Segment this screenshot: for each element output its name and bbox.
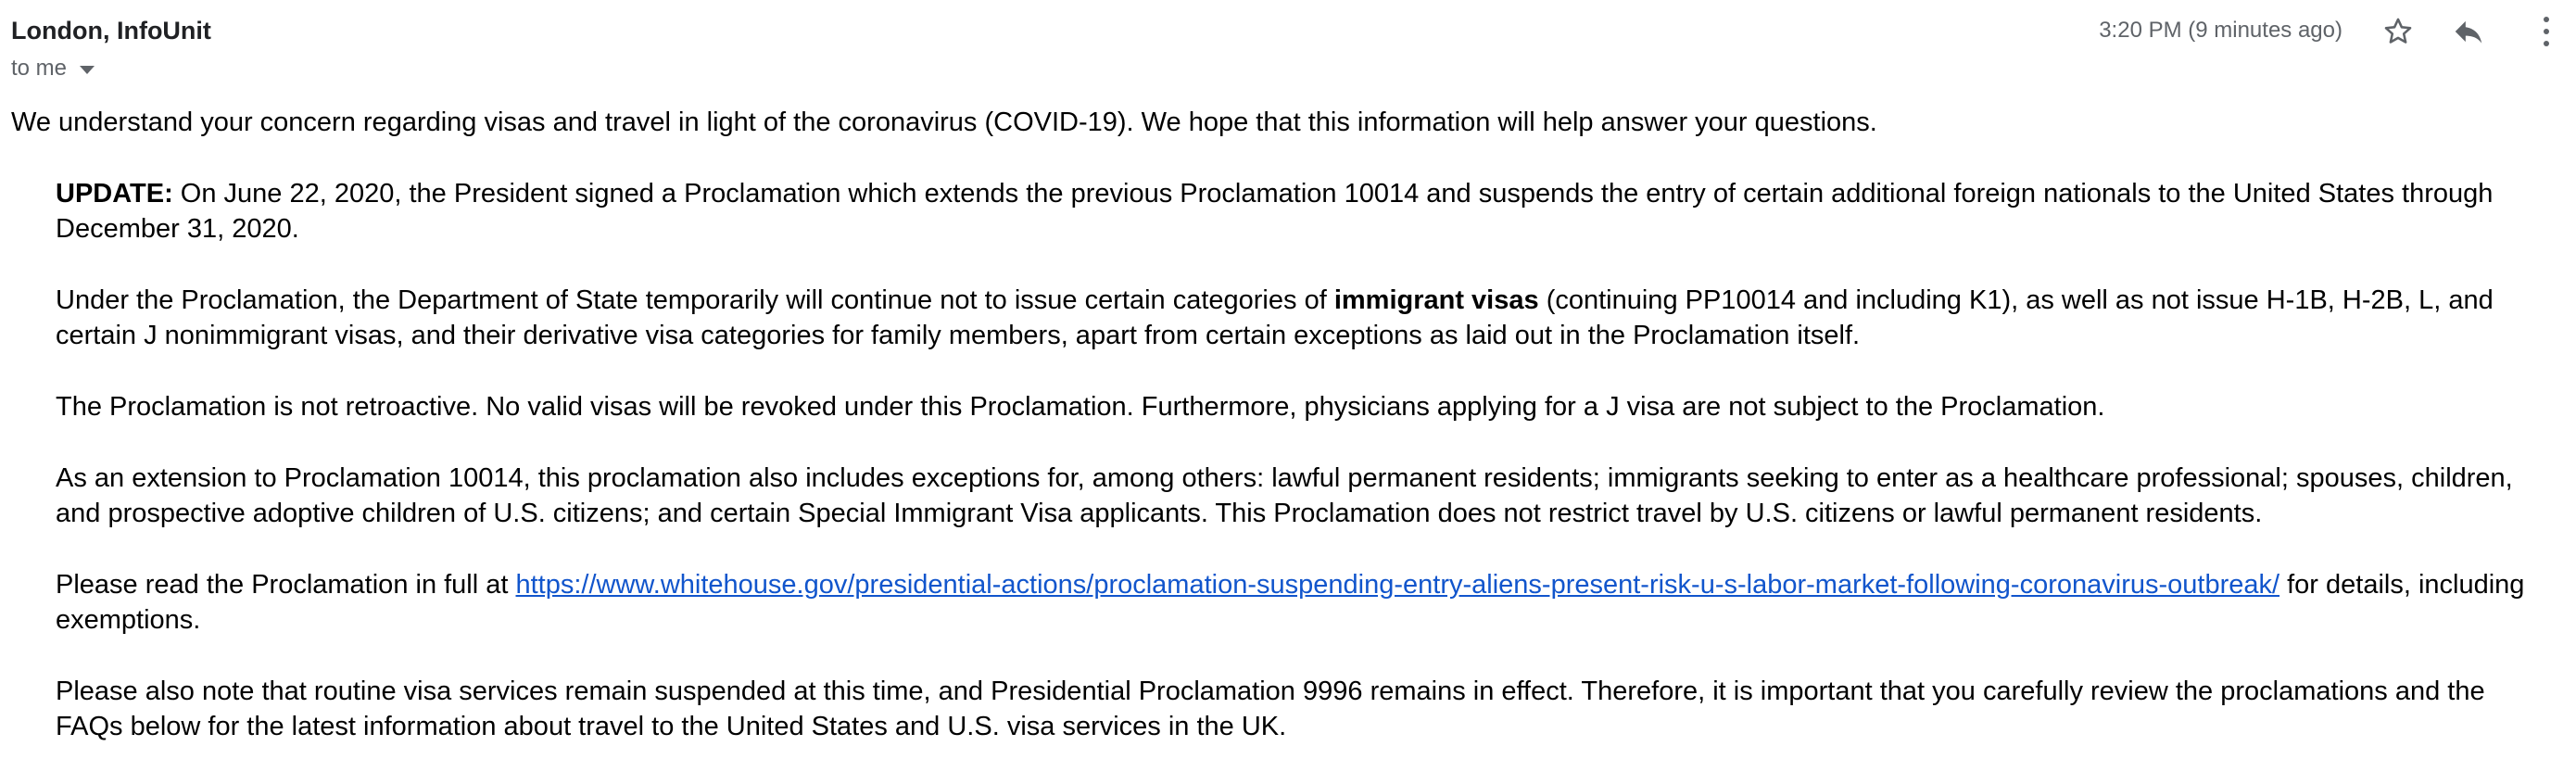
star-button[interactable] (2378, 11, 2418, 52)
reply-button[interactable] (2448, 11, 2489, 52)
categories-text-after: (continuing PP10014 and including K1), as well as not issue H-1B, H-2B, L, and certain J nonimmigrant visas, and their derivative visa categories for family members, apart from certain exceptions as laid out in the Proclamation itself. (56, 285, 2494, 350)
message-header (0, 0, 2576, 102)
more-options-button[interactable] (2526, 11, 2567, 52)
read-proclamation-paragraph (56, 567, 2550, 638)
message-timestamp: 3:20 PM (9 minutes ago) (2099, 18, 2342, 43)
read-text-after: for details, including exemptions. (56, 570, 2525, 635)
star-outline-icon (2382, 16, 2414, 47)
reply-icon (2451, 14, 2486, 49)
sender-name[interactable]: London, InfoUnit (11, 17, 211, 44)
update-label: UPDATE: (56, 179, 173, 209)
categories-text-before: Under the Proclamation, the Department of State temporarily will continue not to issue certain categories of (56, 285, 1334, 315)
more-vert-icon (2542, 16, 2551, 47)
immigrant-visas-bold: immigrant visas (1333, 285, 1539, 315)
update-text: On June 22, 2020, the President signed a Proclamation which extends the previous Proclamation 10014 and suspends the entry of certain additional foreign nationals to the United States through December 31, 2020. (56, 179, 2494, 244)
read-text-before: Please read the Proclamation in full at (56, 570, 516, 600)
categories-paragraph (56, 283, 2550, 353)
exceptions-paragraph: As an extension to Proclamation 10014, this proclamation also includes exceptions for, among others: lawful permanent residents; immigrants seeking to enter as a healthcare professional; spouses, children, and prospective adoptive children of U.S. citizens; and certain Special Immigrant Visa applicants. This Proclamation does not restrict travel by U.S. citizens or lawful permanent residents. (56, 463, 2513, 528)
message-body (11, 105, 2550, 780)
intro-paragraph: We understand your concern regarding visas and travel in light of the coronavirus (COVID-19). We hope that this information will help answer your questions. (11, 107, 1877, 137)
visa-services-paragraph: Please also note that routine visa services remain suspended at this time, and Presidential Proclamation 9996 remains in effect. Therefore, it is important that you carefully review the proclamations and the FAQs below for the latest information about travel to the United States and U.S. visa services in the UK. (56, 677, 2485, 741)
recipient-text[interactable]: to me (11, 56, 68, 81)
chevron-down-icon[interactable] (80, 66, 95, 74)
retroactive-paragraph: The Proclamation is not retroactive. No valid visas will be revoked under this Proclamation. Furthermore, physicians applying for a J visa are not subject to the Proclamation. (56, 392, 2105, 422)
recipient-details-toggle[interactable] (11, 56, 95, 82)
update-paragraph (56, 176, 2550, 247)
message-body-indented (56, 176, 2550, 744)
proclamation-link[interactable]: https://www.whitehouse.gov/presidential-actions/proclamation-suspending-entry-aliens-present-risk-u-s-labor-market-following-coronavirus-outbreak/ (515, 570, 2280, 600)
